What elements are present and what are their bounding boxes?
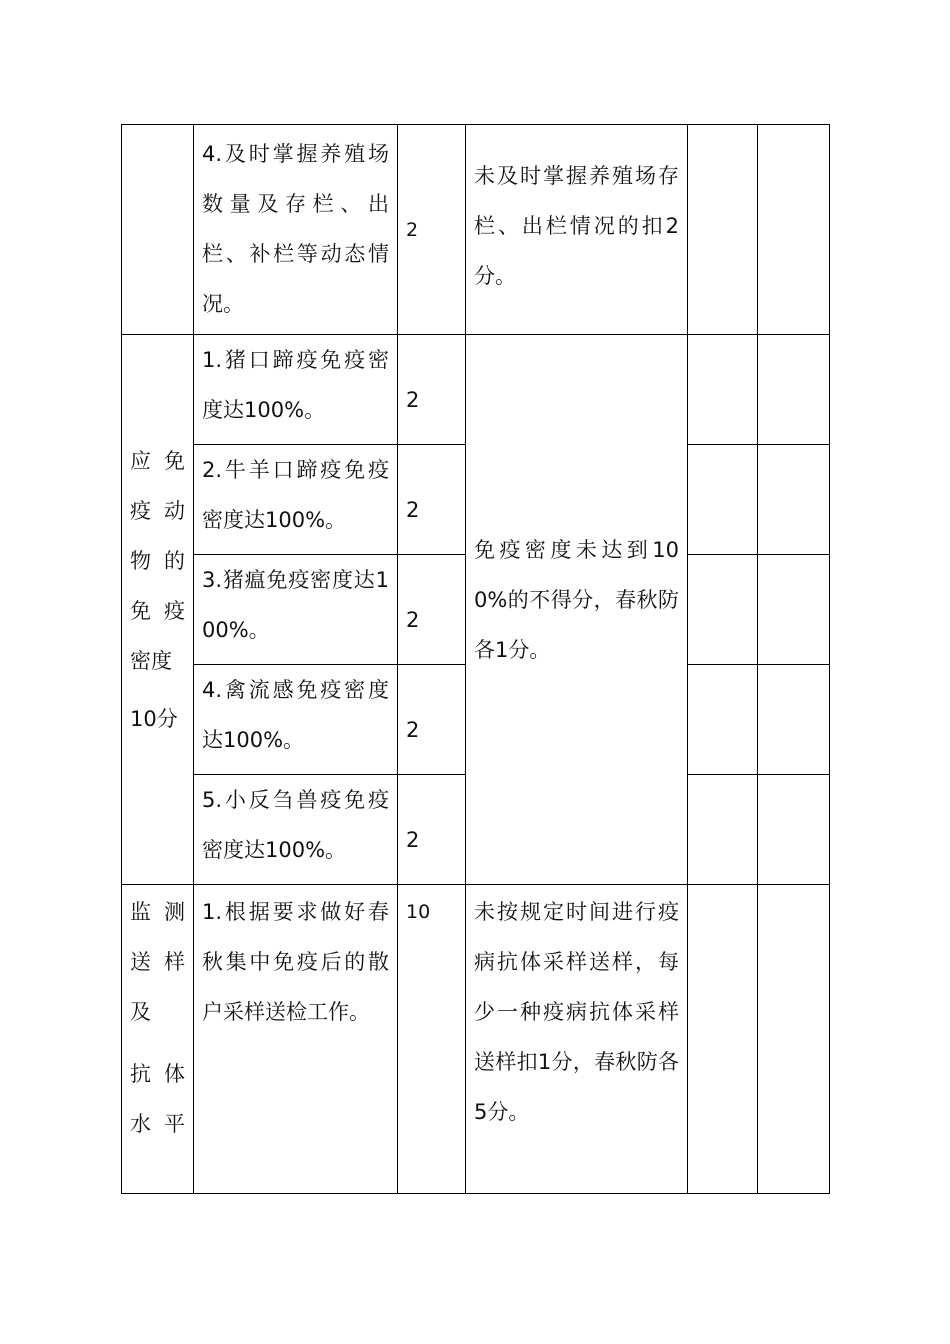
score-value: 2 bbox=[406, 388, 420, 412]
item-cell bbox=[194, 775, 398, 885]
item-cell bbox=[194, 555, 398, 665]
blank-cell bbox=[688, 885, 758, 1194]
blank-cell bbox=[688, 775, 758, 885]
item-text: 3.猪瘟免疫密度达100%。 bbox=[202, 568, 389, 642]
criteria-text: 未按规定时间进行疫病抗体采样送样，每少一种疫病抗体采样送样扣1分，春秋防各5分。 bbox=[474, 900, 679, 1124]
score-cell bbox=[398, 125, 466, 335]
criteria-text: 免疫密度未达到100%的不得分，春秋防各1分。 bbox=[474, 537, 679, 662]
category-cell bbox=[122, 125, 194, 335]
item-cell bbox=[194, 445, 398, 555]
criteria-cell-immunization bbox=[466, 335, 688, 885]
item-cell bbox=[194, 885, 398, 1194]
category-line: 免疫 bbox=[130, 598, 185, 623]
score-value: 2 bbox=[406, 718, 420, 742]
table-row bbox=[122, 335, 830, 445]
blank-cell bbox=[758, 885, 830, 1194]
blank-cell bbox=[758, 125, 830, 335]
blank-cell bbox=[758, 555, 830, 665]
category-line: 10分 bbox=[130, 706, 178, 731]
category-line: 疫动 bbox=[130, 498, 185, 523]
score-cell bbox=[398, 335, 466, 445]
blank-cell bbox=[688, 555, 758, 665]
category-line: 及 bbox=[130, 1000, 151, 1024]
item-cell bbox=[194, 665, 398, 775]
item-cell bbox=[194, 335, 398, 445]
criteria-cell bbox=[466, 885, 688, 1194]
category-line: 密度 bbox=[130, 648, 172, 673]
category-line: 水平 bbox=[130, 1112, 185, 1136]
score-cell bbox=[398, 885, 466, 1194]
item-text: 4.禽流感免疫密度达100%。 bbox=[202, 678, 389, 752]
item-text: 5.小反刍兽疫免疫密度达100%。 bbox=[202, 788, 389, 862]
blank-cell bbox=[688, 335, 758, 445]
category-cell-immunization bbox=[122, 335, 194, 885]
category-cell-monitoring bbox=[122, 885, 194, 1194]
item-cell bbox=[194, 125, 398, 335]
category-line: 监测 bbox=[130, 900, 185, 924]
item-text: 1.根据要求做好春秋集中免疫后的散户采样送检工作。 bbox=[202, 900, 389, 1024]
blank-cell bbox=[688, 125, 758, 335]
score-value: 2 bbox=[406, 498, 420, 522]
score-cell bbox=[398, 445, 466, 555]
category-line: 送样 bbox=[130, 950, 185, 974]
blank-cell bbox=[688, 665, 758, 775]
item-text: 1.猪口蹄疫免疫密度达100%。 bbox=[202, 348, 389, 422]
criteria-text: 未及时掌握养殖场存栏、出栏情况的扣2分。 bbox=[474, 163, 679, 288]
item-text: 2.牛羊口蹄疫免疫密度达100%。 bbox=[202, 458, 389, 532]
criteria-cell bbox=[466, 125, 688, 335]
score-cell bbox=[398, 555, 466, 665]
category-line: 应免 bbox=[130, 448, 185, 473]
table-row bbox=[122, 125, 830, 335]
blank-cell bbox=[758, 445, 830, 555]
score-value: 10 bbox=[406, 901, 431, 923]
category-line: 抗体 bbox=[130, 1062, 185, 1086]
score-cell bbox=[398, 775, 466, 885]
score-value: 2 bbox=[406, 828, 420, 852]
category-line: 物的 bbox=[130, 548, 185, 573]
blank-cell bbox=[758, 335, 830, 445]
blank-cell bbox=[688, 445, 758, 555]
blank-cell bbox=[758, 775, 830, 885]
assessment-table bbox=[121, 124, 830, 1194]
item-text: 4.及时掌握养殖场数量及存栏、出栏、补栏等动态情况。 bbox=[202, 142, 389, 316]
table-row bbox=[122, 885, 830, 1194]
score-value: 2 bbox=[406, 219, 419, 241]
blank-cell bbox=[758, 665, 830, 775]
score-cell bbox=[398, 665, 466, 775]
score-value: 2 bbox=[406, 608, 420, 632]
